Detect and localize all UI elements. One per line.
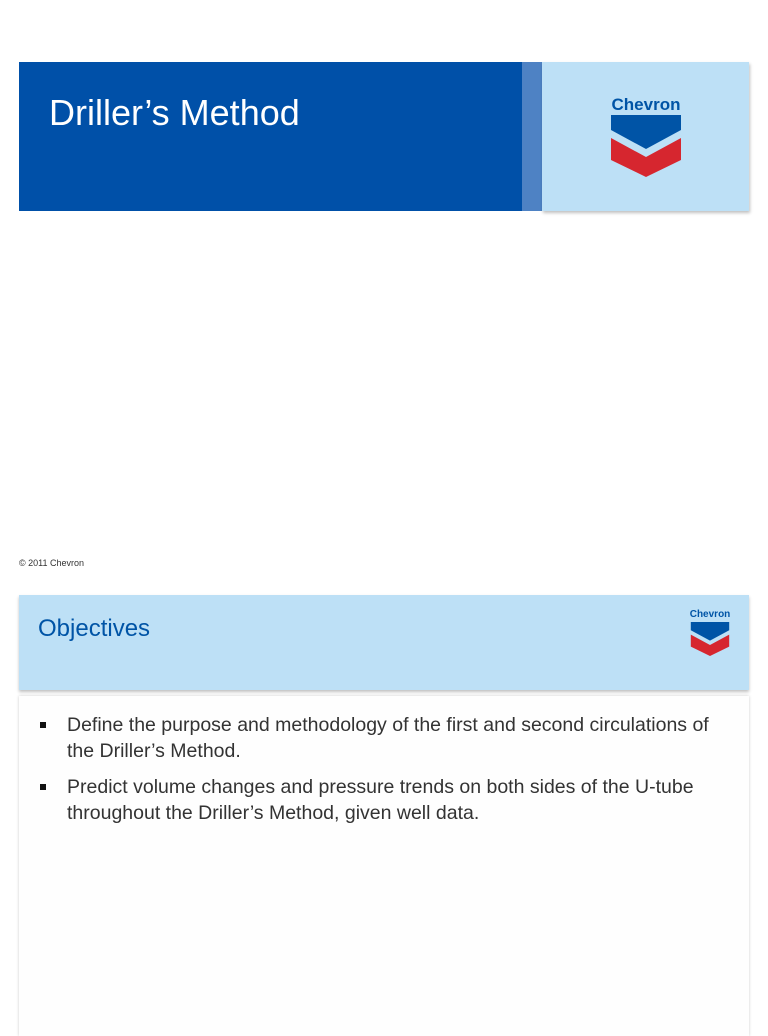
header-accent-strip	[522, 62, 542, 211]
bullet-text: Define the purpose and methodology of the first and second circulations of the Driller’s Method.	[67, 714, 709, 762]
objectives-title: Objectives	[38, 615, 151, 642]
chevron-logo	[604, 95, 688, 177]
chevron-logo-text: Chevron	[689, 609, 731, 620]
copyright-notice: © 2011 Chevron	[19, 558, 85, 568]
chevron-logo-text: Chevron	[611, 95, 681, 114]
objectives-list	[38, 712, 718, 836]
list-item	[38, 712, 718, 764]
chevron-logo-icon	[611, 115, 681, 177]
list-item	[38, 774, 718, 826]
chevron-logo-icon	[690, 622, 730, 656]
title-slide-header-band	[19, 62, 522, 211]
bullet-square-icon	[40, 722, 46, 728]
bullet-text: Predict volume changes and pressure trends on both sides of the U-tube throughout the Driller’s Method, given well data.	[67, 776, 694, 824]
bullet-square-icon	[40, 784, 46, 790]
slide-title: Driller’s Method	[49, 92, 300, 133]
chevron-logo-small	[686, 609, 734, 656]
